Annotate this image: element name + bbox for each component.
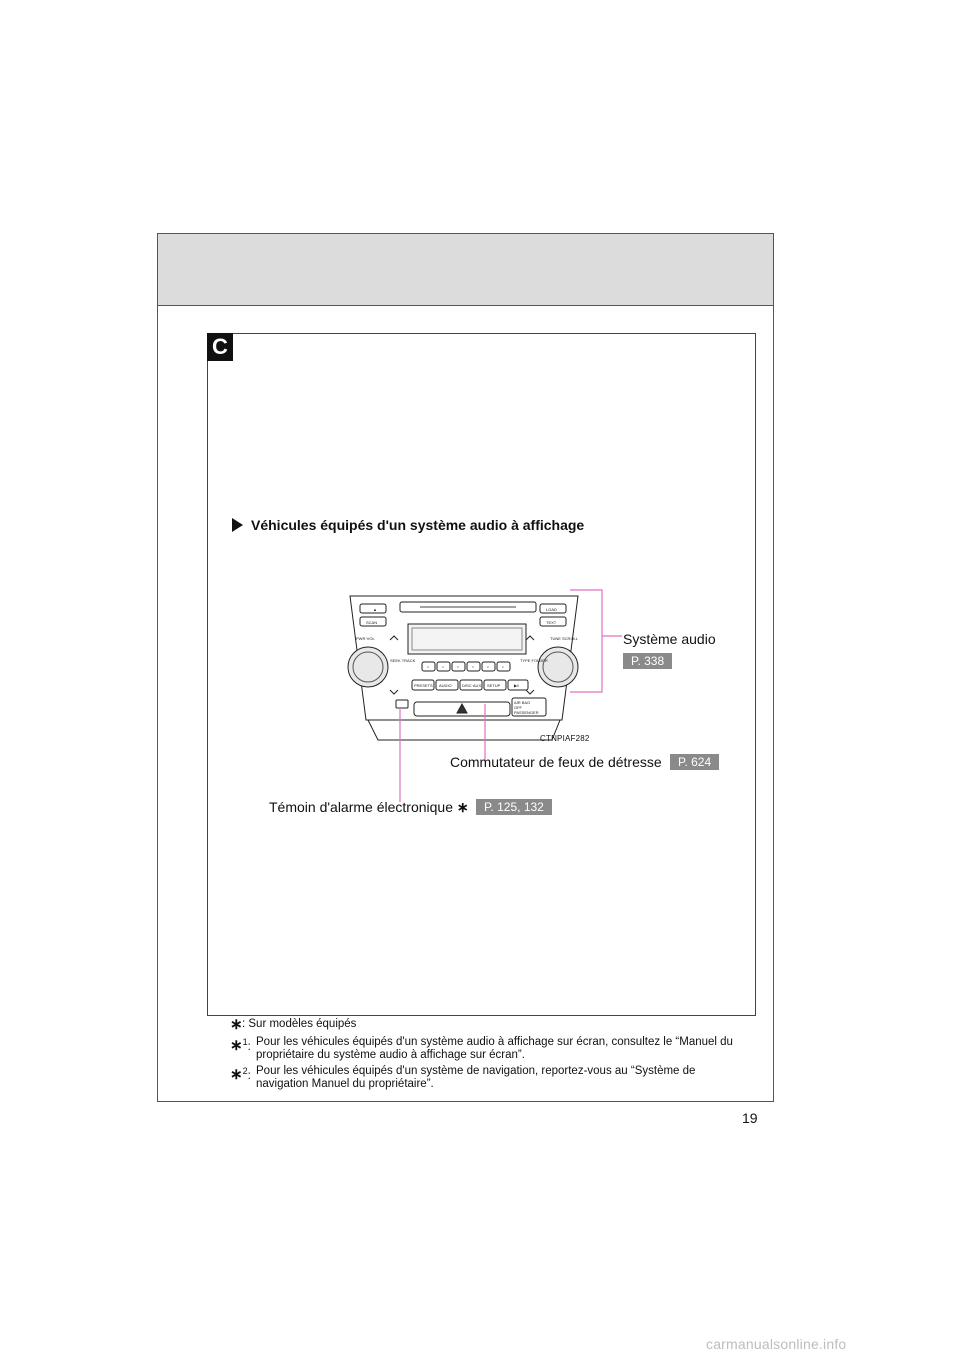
preset-1-label: • (427, 664, 429, 669)
audio-page-ref: P. 338 (623, 653, 672, 669)
seek-track-label: SEEK TRACK (390, 658, 416, 663)
airbag-label: AIR BAG (514, 700, 531, 705)
audio-label: AUDIO (439, 683, 452, 688)
footnote-star: ∗ (230, 1036, 243, 1054)
type-up-icon (526, 636, 534, 640)
sub-heading-text: Véhicules équipés d'un système audio à affichage (251, 517, 585, 533)
left-knob (348, 647, 388, 687)
type-down-icon (526, 690, 534, 694)
airbag-off-label: OFF (514, 705, 522, 710)
footnote-star: ∗ (230, 1016, 243, 1033)
alarm-callout-label: Témoin d'alarme électronique (269, 799, 453, 815)
preset-3-label: • (457, 664, 459, 669)
scan-label: SCAN (366, 620, 378, 625)
preset-2-label: • (442, 664, 444, 669)
alarm-indicator (396, 700, 408, 708)
seek-down-icon (390, 690, 398, 694)
passenger-label: PASSENGER (514, 710, 539, 715)
preset-4-label: • (472, 664, 474, 669)
preset-5-label: • (487, 664, 489, 669)
type-folder-label: TYPE FOLDER (520, 658, 548, 663)
header-band (157, 233, 774, 306)
disc-aux-label: DISC·AUX (462, 683, 482, 688)
audio-panel-diagram (330, 580, 730, 810)
page-border-left (157, 306, 158, 1102)
footnote-text: Pour les véhicules équipés d'un système de navigation, reportez-vous au “Système de navigation Manuel du propriétaire”. (256, 1065, 696, 1090)
seek-up-icon (390, 636, 398, 640)
alarm-callout (269, 799, 469, 816)
preset-6-label: • (502, 664, 504, 669)
footnote-sup: 2 (242, 1066, 248, 1076)
load-label: LOAD (546, 607, 557, 612)
footnote-row: ∗$^2$: Pour les véhicules équipés d'un système de navigation, reportez-vous au “Système de navigation Manuel du propriétaire”. (230, 1065, 750, 1091)
right-knob (538, 647, 578, 687)
sub-heading (232, 517, 584, 533)
watermark[interactable]: carmanualsonline.info (706, 1336, 847, 1352)
page-number: 19 (742, 1110, 758, 1126)
alarm-asterisk: ∗ (456, 799, 469, 815)
hazard-page-ref: P. 624 (670, 754, 719, 770)
setup-label: SETUP (487, 683, 501, 688)
hazard-callout-label: Commutateur de feux de détresse (450, 754, 662, 770)
section-badge: C (207, 333, 233, 361)
pwr-vol-label: PWR·VOL (356, 636, 375, 641)
audio-callout-label: Système audio (623, 631, 716, 647)
triangle-bullet-icon (232, 518, 243, 532)
hazard-triangle-icon (457, 704, 467, 713)
page-border-bottom (157, 1101, 774, 1102)
footnote-text: : Sur modèles équipés (242, 1018, 357, 1030)
footnote-sup: 1 (242, 1037, 248, 1047)
footnote-text: Pour les véhicules équipés d'un système audio à affichage sur écran, consultez le “Manuel du propriétaire du système audio à affichage sur écran”. (256, 1036, 733, 1061)
alarm-page-ref: P. 125, 132 (476, 799, 552, 815)
footnote-row: ∗$^1$: Pour les véhicules équipés d'un système audio à affichage sur écran, consultez le “Manuel du propriétaire du système audio à affichage sur écran”. (230, 1036, 750, 1062)
footnotes (230, 1018, 750, 1094)
tune-scroll-label: TUNE SCROLL (550, 636, 579, 641)
presets-label: PRESETS (414, 683, 433, 688)
page-border-right (773, 306, 774, 1102)
footnote-row (230, 1018, 750, 1033)
panel-lower (368, 720, 560, 740)
footnote-star: ∗ (230, 1065, 243, 1083)
play-label: ▶‖ (514, 683, 519, 688)
text-label: TEXT (546, 620, 557, 625)
eject-label: ▲ (373, 607, 377, 612)
figure-code: CTNPIAF282 (540, 734, 590, 743)
